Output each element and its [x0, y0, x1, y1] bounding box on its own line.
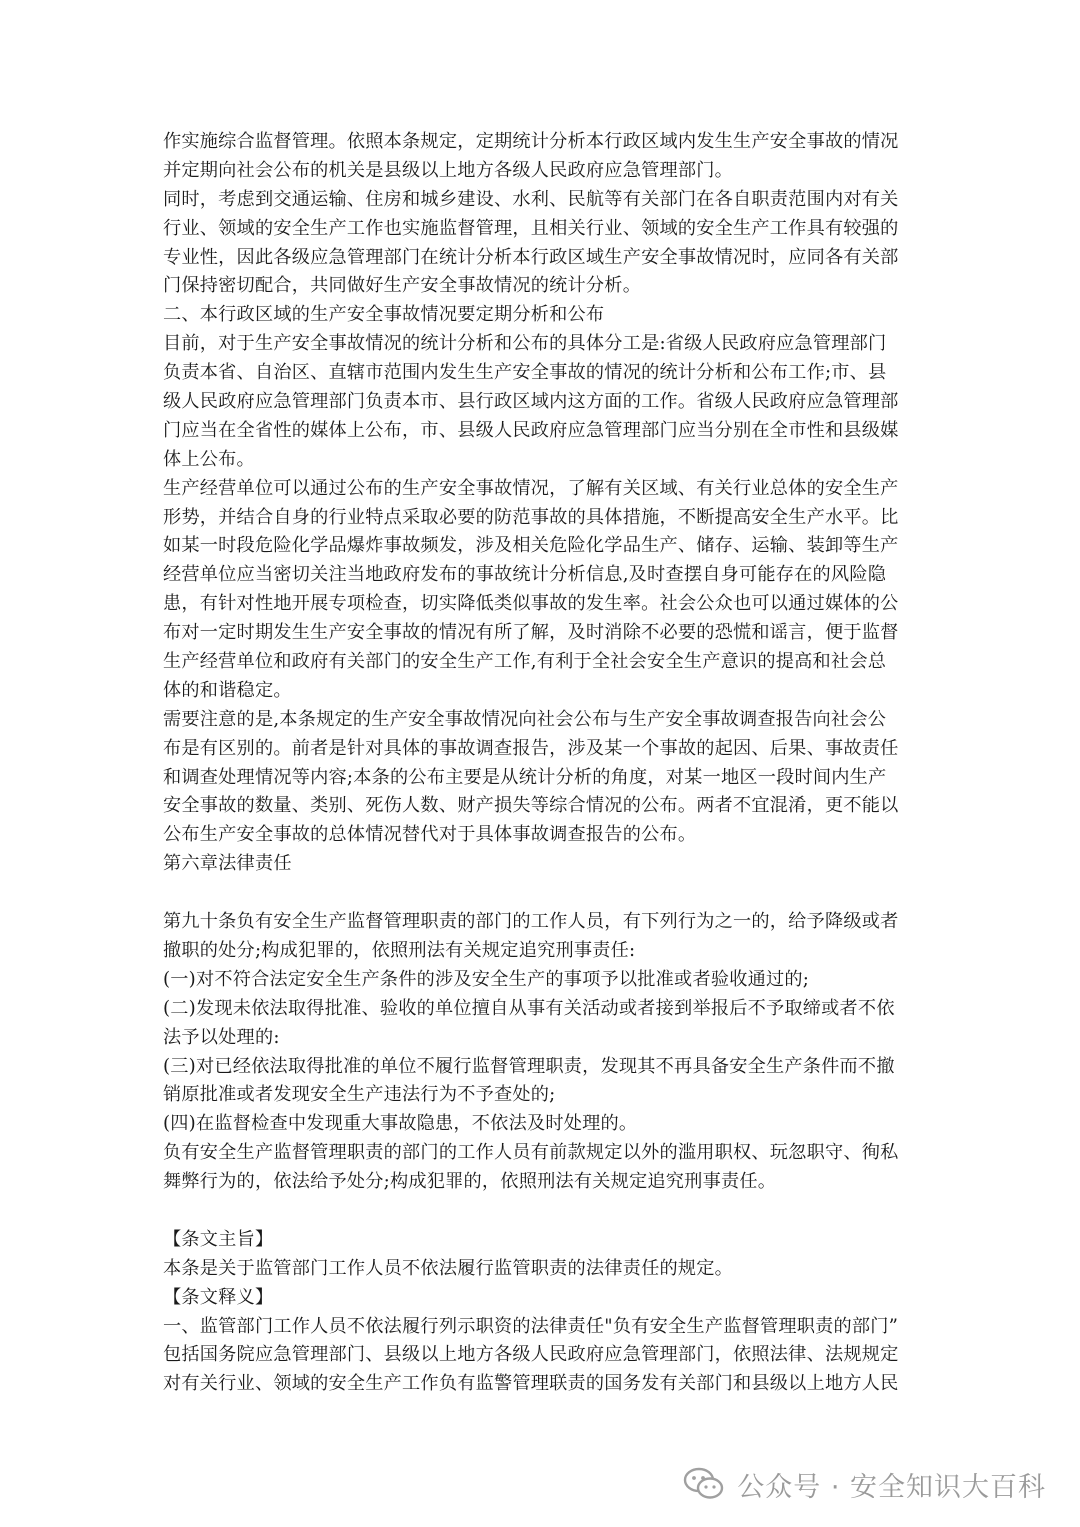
spacer	[163, 879, 923, 908]
section-article-90	[163, 908, 923, 1197]
text-line: 行业、领域的安全生产工作也实施监督管理，且相关行业、领域的安全生产工作具有较强的	[163, 217, 899, 239]
section-commentary	[163, 1226, 923, 1399]
text-line: 和调查处理情况等内容;本条的公布主要是从统计分析的角度，对某一地区一段时间内生产	[163, 766, 887, 788]
article-line: 撤职的处分;构成犯罪的，依照刑法有关规定追究刑事责任:	[163, 939, 636, 961]
text-line: 体的和谐稳定。	[163, 679, 292, 701]
article-item: (三)对已经依法取得批准的单位不履行监督管理职责，发现其不再具备安全生产条件而不撤	[163, 1055, 895, 1077]
text-line: 同时，考虑到交通运输、住房和城乡建设、水利、民航等有关部门在各自职责范围内对有关	[163, 188, 899, 210]
document-page	[163, 128, 923, 1399]
commentary-line: 包括国务院应急管理部门、县级以上地方各级人民政府应急管理部门，依照法律、法规规定	[163, 1344, 899, 1366]
commentary-line: 对有关行业、领域的安全生产工作负有监警管理联责的国务发有关部门和县级以上地方人民	[163, 1373, 899, 1395]
article-item: 销原批准或者发现安全生产违法行为不予查处的;	[163, 1084, 556, 1106]
text-line: 生产经营单位和政府有关部门的安全生产工作,有利于全社会安全生产意识的提高和社会总	[163, 651, 887, 673]
text-line: 安全事故的数量、类别、死伤人数、财产损失等综合情况的公布。两者不宜混淆，更不能以	[163, 795, 899, 817]
section-statistics	[163, 128, 923, 879]
text-line: 并定期向社会公布的机关是县级以上地方各级人民政府应急管理部门。	[163, 159, 734, 181]
commentary-heading: 【条文释义】	[163, 1286, 274, 1308]
watermark	[683, 1464, 1046, 1504]
article-line: 负有安全生产监督管理职责的部门的工作人员有前款规定以外的滥用职权、玩忽职守、徇私	[163, 1142, 899, 1164]
article-line: 第九十条负有安全生产监督管理职责的部门的工作人员，有下列行为之一的，给予降级或者	[163, 911, 899, 933]
wechat-icon	[683, 1466, 725, 1502]
text-line: 生产经营单位可以通过公布的生产安全事故情况，了解有关区域、有关行业总体的安全生产	[163, 477, 899, 499]
article-item: (一)对不符合法定安全生产条件的涉及安全生产的事项予以批准或者验收通过的;	[163, 968, 810, 990]
text-line: 门保持密切配合，共同做好生产安全事故情况的统计分析。	[163, 275, 642, 297]
text-line: 需要注意的是,本条规定的生产安全事故情况向社会公布与生产安全事故调查报告向社会公	[163, 708, 887, 730]
article-item: (二)发现未依法取得批准、验收的单位擅自从事有关活动或者接到举报后不予取缔或者不依	[163, 997, 895, 1019]
text-line: 如某一时段危险化学品爆炸事故频发，涉及相关危险化学品生产、储存、运输、装卸等生产	[163, 535, 899, 557]
article-item: 法予以处理的:	[163, 1026, 280, 1048]
text-line: 形势，并结合自身的行业特点采取必要的防范事故的具体措施，不断提高安全生产水平。比	[163, 506, 899, 528]
text-line: 经营单位应当密切关注当地政府发布的事故统计分析信息,及时查摆自身可能存在的风险隐	[163, 564, 887, 586]
text-line: 专业性，因此各级应急管理部门在统计分析本行政区域生产安全事故情况时，应同各有关部	[163, 246, 899, 268]
text-line: 门应当在全省性的媒体上公布，市、县级人民政府应急管理部门应当分别在全市性和县级媒	[163, 419, 899, 441]
text-line: 作实施综合监督管理。依照本条规定，定期统计分析本行政区域内发生生产安全事故的情况	[163, 131, 899, 152]
text-line: 布对一定时期发生生产安全事故的情况有所了解，及时消除不必要的恐慌和谣言，便于监督	[163, 622, 899, 644]
commentary-line: 本条是关于监管部门工作人员不依法履行监管职责的法律责任的规定。	[163, 1257, 734, 1279]
text-line: 布是有区别的。前者是针对具体的事故调查报告，涉及某一个事故的起因、后果、事故责任	[163, 737, 899, 759]
spacer	[163, 1197, 923, 1226]
article-line: 舞弊行为的，依法给予处分;构成犯罪的，依照刑法有关规定追究刑事责任。	[163, 1171, 777, 1193]
text-line: 体上公布。	[163, 448, 255, 470]
text-line: 级人民政府应急管理部门负责本市、县行政区域内这方面的工作。省级人民政府应急管理部	[163, 391, 899, 413]
section-heading: 二、本行政区域的生产安全事故情况要定期分析和公布	[163, 304, 605, 326]
chapter-heading: 第六章法律责任	[163, 853, 292, 875]
text-line: 公布生产安全事故的总体情况替代对于具体事故调查报告的公布。	[163, 824, 697, 846]
article-item: (四)在监督检查中发现重大事故隐患，不依法及时处理的。	[163, 1113, 638, 1135]
text-line: 目前，对于生产安全事故情况的统计分析和公布的具体分工是:省级人民政府应急管理部门	[163, 333, 887, 355]
text-line: 患，有针对性地开展专项检查，切实降低类似事故的发生率。社会公众也可以通过媒体的公	[163, 593, 899, 615]
commentary-line: 一、监管部门工作人员不依法履行列示职资的法律责任"负有安全生产监督管理职责的部门”	[163, 1315, 899, 1337]
watermark-text: 公众号 · 安全知识大百科	[737, 1471, 1046, 1503]
text-line: 负责本省、自治区、直辖市范围内发生生产安全事故的情况的统计分析和公布工作;市、县	[163, 362, 887, 384]
commentary-heading: 【条文主旨】	[163, 1228, 274, 1250]
